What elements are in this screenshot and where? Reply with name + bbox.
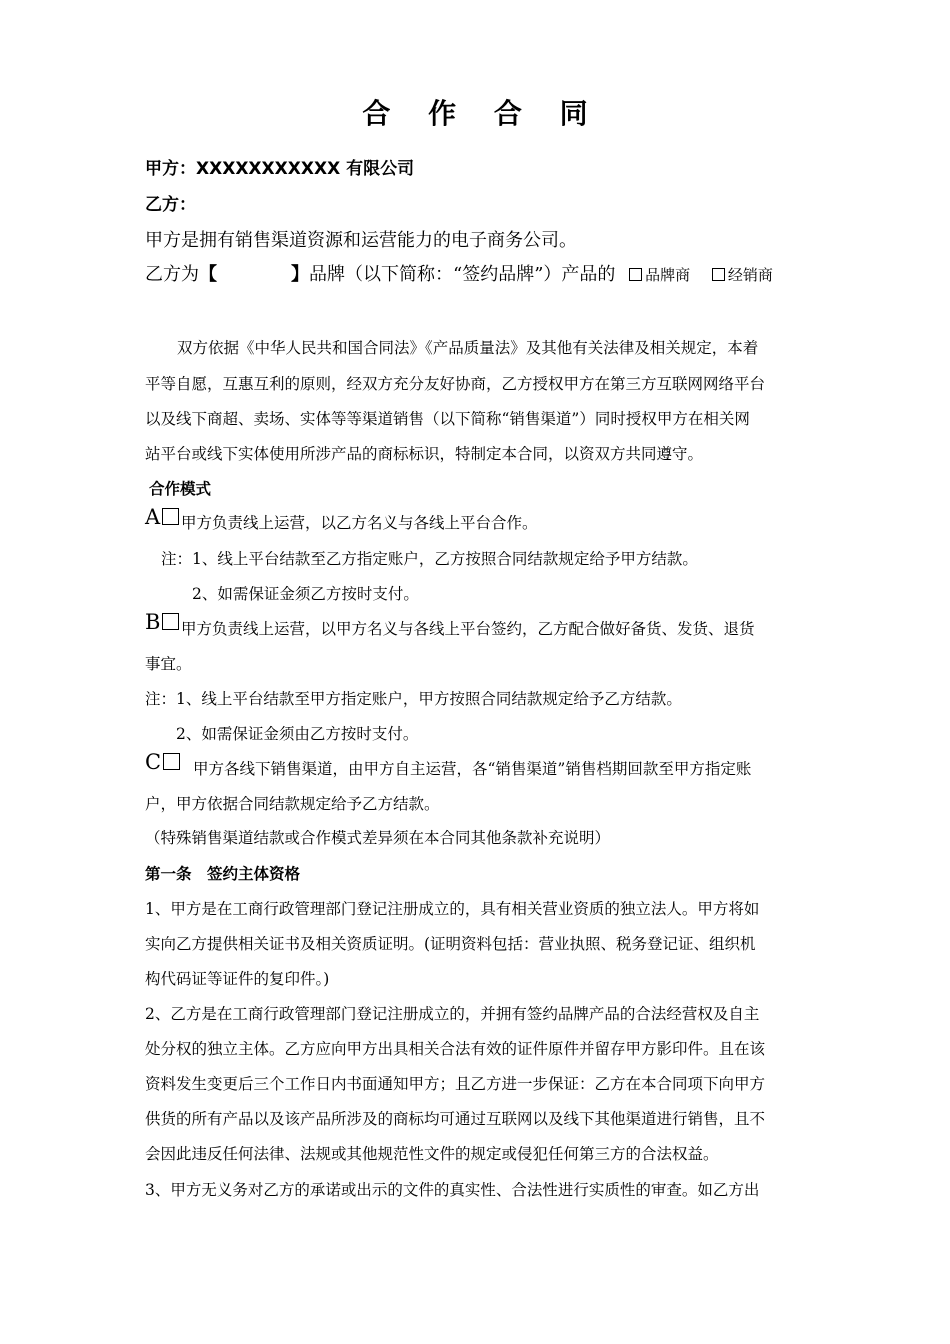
article-1-line: 供货的所有产品以及该产品所涉及的商标均可通过互联网以及线下其他渠道进行销售，且不 (145, 1110, 766, 1128)
preamble-line-2: 平等自愿，互惠互利的原则，经双方充分友好协商，乙方授权甲方在第三方互联网网络平台 (145, 375, 766, 393)
mode-a-letter: A (145, 505, 161, 529)
party-b-role-line (145, 266, 773, 284)
mode-a-text: 甲方负责线上运营，以乙方名义与各线上平台合作。 (181, 514, 538, 532)
party-b-line: 乙方： (145, 195, 196, 215)
mode-c-text-2: 户，甲方依据合同结款规定给予乙方结款。 (145, 795, 440, 813)
mode-b-note-2: 2、如需保证金须由乙方按时支付。 (176, 725, 419, 743)
option-distributor[interactable] (712, 266, 773, 284)
article-1-line: 会因此违反任何法律、法规或其他规范性文件的规定或侵犯任何第三方的合法权益。 (145, 1145, 719, 1163)
mode-c-letter: C (145, 750, 162, 774)
checkbox-icon[interactable] (163, 753, 180, 770)
article-1-line: 处分权的独立主体。乙方应向甲方出具相关合法有效的证件原件并留存甲方影印件。且在该 (145, 1040, 766, 1058)
mode-b-note-1: 注：1、线上平台结款至甲方指定账户，甲方按照合同结款规定给予乙方结款。 (145, 690, 682, 708)
preamble-line-3: 以及线下商超、卖场、实体等等渠道销售（以下简称“销售渠道”）同时授权甲方在相关网 (145, 410, 750, 428)
role-prefix: 乙方为 (145, 264, 199, 285)
preamble-line-1: 双方依据《中华人民共和国合同法》《产品质量法》及其他有关法律及相关规定，本着 (177, 339, 759, 357)
checkbox-icon[interactable] (162, 508, 179, 525)
party-a-line: 甲方：XXXXXXXXXXX 有限公司 (145, 159, 415, 179)
party-a-description: 甲方是拥有销售渠道资源和运营能力的电子商务公司。 (145, 230, 577, 251)
mode-a-note-1: 注：1、线上平台结款至乙方指定账户，乙方按照合同结款规定给予甲方结款。 (161, 550, 698, 568)
checkbox-icon[interactable] (162, 613, 179, 630)
article-1-line: 构代码证等证件的复印件。) (145, 970, 330, 988)
bracket-close: 】 (291, 264, 309, 285)
article-1-line: 1、甲方是在工商行政管理部门登记注册成立的，具有相关营业资质的独立法人。甲方将如 (145, 900, 760, 918)
mode-b-text-2: 事宜。 (145, 655, 192, 673)
mode-b-option[interactable] (145, 612, 179, 633)
article-1-line: 资料发生变更后三个工作日内书面通知甲方；且乙方进一步保证：乙方在本合同项下向甲方 (145, 1075, 766, 1093)
mode-heading: 合作模式 (149, 480, 212, 498)
mode-b-text-1: 甲方负责线上运营，以甲方名义与各线上平台签约，乙方配合做好备货、发货、退货 (181, 620, 755, 638)
option-brand-owner-label: 品牌商 (645, 266, 691, 284)
checkbox-icon[interactable] (629, 268, 642, 281)
mode-a-note-2: 2、如需保证金须乙方按时支付。 (192, 585, 419, 603)
mode-c-text-1: 甲方各线下销售渠道，由甲方自主运营，各“销售渠道”销售档期回款至甲方指定账 (193, 760, 752, 778)
mode-footnote: （特殊销售渠道结款或合作模式差异须在本合同其他条款补充说明） (145, 829, 611, 847)
checkbox-icon[interactable] (712, 268, 725, 281)
article-1-line: 2、乙方是在工商行政管理部门登记注册成立的，并拥有签约品牌产品的合法经营权及自主 (145, 1005, 760, 1023)
role-suffix: 品牌（以下简称：“签约品牌”）产品的 (309, 264, 616, 285)
article-1-line: 实向乙方提供相关证书及相关资质证明。(证明资料包括：营业执照、税务登记证、组织机 (145, 935, 756, 953)
article-1-line: 3、甲方无义务对乙方的承诺或出示的文件的真实性、合法性进行实质性的审查。如乙方出 (145, 1181, 760, 1199)
option-distributor-label: 经销商 (727, 266, 773, 284)
preamble-line-4: 站平台或线下实体使用所涉产品的商标标识，特制定本合同，以资双方共同遵守。 (145, 445, 704, 463)
option-brand-owner[interactable] (629, 266, 690, 284)
bracket-open: 【 (199, 264, 217, 285)
mode-c-option[interactable] (145, 752, 180, 773)
document-title: 合 作 合 同 (362, 97, 602, 130)
mode-b-letter: B (145, 610, 161, 634)
mode-a-option[interactable] (145, 507, 179, 528)
article-1-title: 第一条 签约主体资格 (145, 865, 301, 883)
